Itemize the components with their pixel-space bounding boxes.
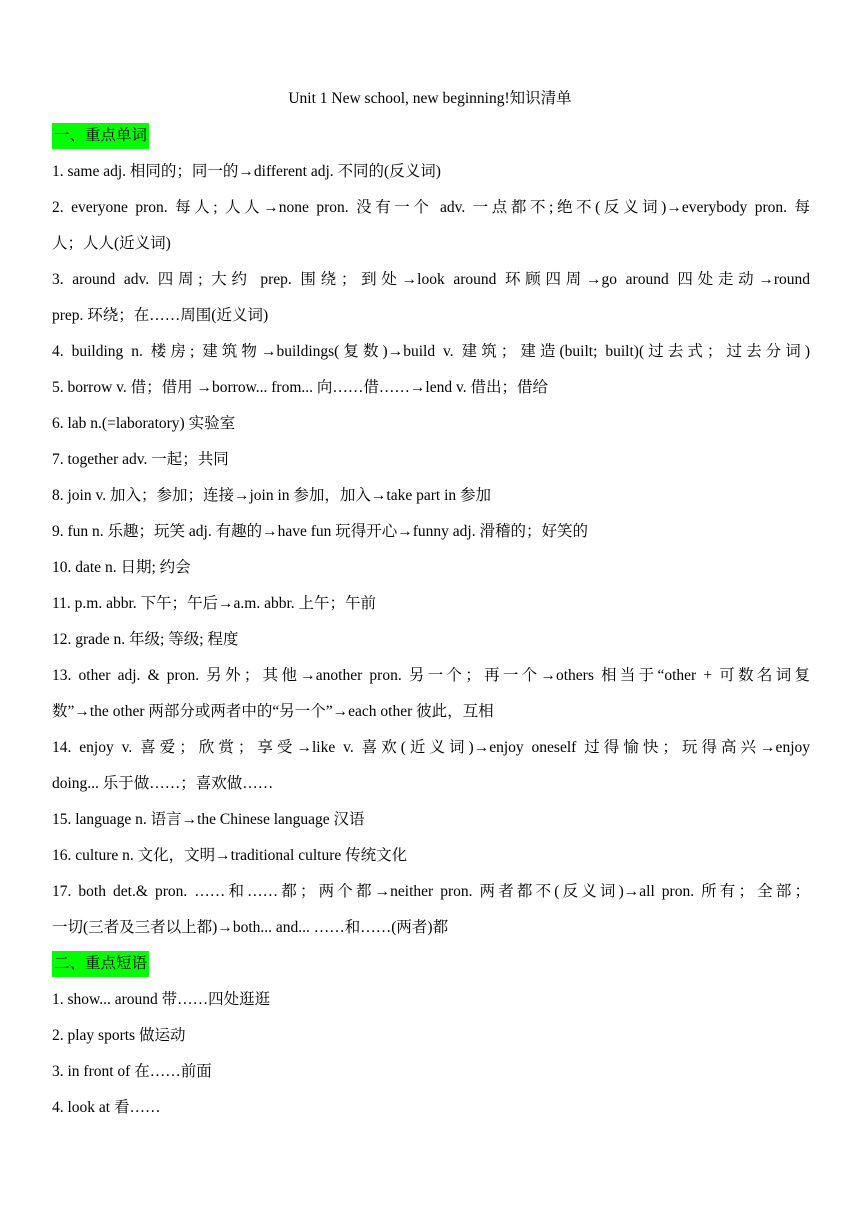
vocabulary-line: 12. grade n. 年级; 等级; 程度 xyxy=(52,631,239,648)
vocabulary-line: 15. language n. 语言→the Chinese language 汉语 xyxy=(52,811,365,828)
section-heading-phrases: 二、重点短语 xyxy=(52,951,149,977)
vocabulary-line: 17. both det.& pron. ……和……都；两个都→neither pron. 两者都不(反义词)→all pron. 所有；全部； xyxy=(52,883,810,900)
document-title: Unit 1 New school, new beginning!知识清单 xyxy=(288,90,572,107)
section-heading-vocabulary: 一、重点单词 xyxy=(52,123,149,149)
vocabulary-line: 9. fun n. 乐趣；玩笑 adj. 有趣的→have fun 玩得开心→funny adj. 滑稽的；好笑的 xyxy=(52,523,588,540)
vocabulary-line: 3. around adv. 四周; 大约 prep. 围绕；到处→look around 环顾四周→go around 四处走动→round xyxy=(52,271,810,288)
vocabulary-line: 8. join v. 加入；参加；连接→join in 参加，加入→take part in 参加 xyxy=(52,487,491,504)
vocabulary-line: 4. building n. 楼房; 建筑物→buildings(复数)→build v. 建筑；建造(built; built)(过去式；过去分词) xyxy=(52,343,810,360)
vocabulary-line: prep. 环绕；在……周围(近义词) xyxy=(52,307,269,324)
phrase-list xyxy=(52,982,810,1126)
vocabulary-line: 人；人人(近义词) xyxy=(52,235,171,252)
vocabulary-line: 13. other adj. & pron. 另外；其他→another pron. 另一个；再一个→others 相当于“other + 可数名词复 xyxy=(52,667,810,684)
vocabulary-list xyxy=(52,154,810,946)
document-body xyxy=(52,118,810,1126)
vocabulary-line: 10. date n. 日期; 约会 xyxy=(52,559,191,576)
vocabulary-line: 6. lab n.(=laboratory) 实验室 xyxy=(52,415,236,432)
section-heading-row xyxy=(52,118,810,154)
phrase-line: 1. show... around 带……四处逛逛 xyxy=(52,991,271,1008)
phrase-line: 2. play sports 做运动 xyxy=(52,1027,186,1044)
vocabulary-line: 14. enjoy v. 喜爱；欣赏；享受→like v. 喜欢(近义词)→enjoy oneself 过得愉快；玩得高兴→enjoy xyxy=(52,739,810,756)
section-heading-row xyxy=(52,946,810,982)
vocabulary-line: doing... 乐于做……；喜欢做…… xyxy=(52,775,274,792)
vocabulary-line: 2. everyone pron. 每人; 人人→none pron. 没有一个 adv. 一点都不;绝不(反义词)→everybody pron. 每 xyxy=(52,199,810,216)
vocabulary-line: 一切(三者及三者以上都)→both... and... ……和……(两者)都 xyxy=(52,919,449,936)
vocabulary-line: 11. p.m. abbr. 下午；午后→a.m. abbr. 上午；午前 xyxy=(52,595,377,612)
vocabulary-line: 1. same adj. 相同的；同一的→different adj. 不同的(反义词) xyxy=(52,163,441,180)
vocabulary-line: 16. culture n. 文化，文明→traditional culture 传统文化 xyxy=(52,847,408,864)
vocabulary-line: 5. borrow v. 借；借用 →borrow... from... 向……借……→lend v. 借出；借给 xyxy=(52,379,548,396)
phrase-line: 4. look at 看…… xyxy=(52,1099,161,1116)
vocabulary-line: 数”→the other 两部分或两者中的“另一个”→each other 彼此，互相 xyxy=(52,703,494,720)
vocabulary-line: 7. together adv. 一起；共同 xyxy=(52,451,229,468)
phrase-line: 3. in front of 在……前面 xyxy=(52,1063,212,1080)
